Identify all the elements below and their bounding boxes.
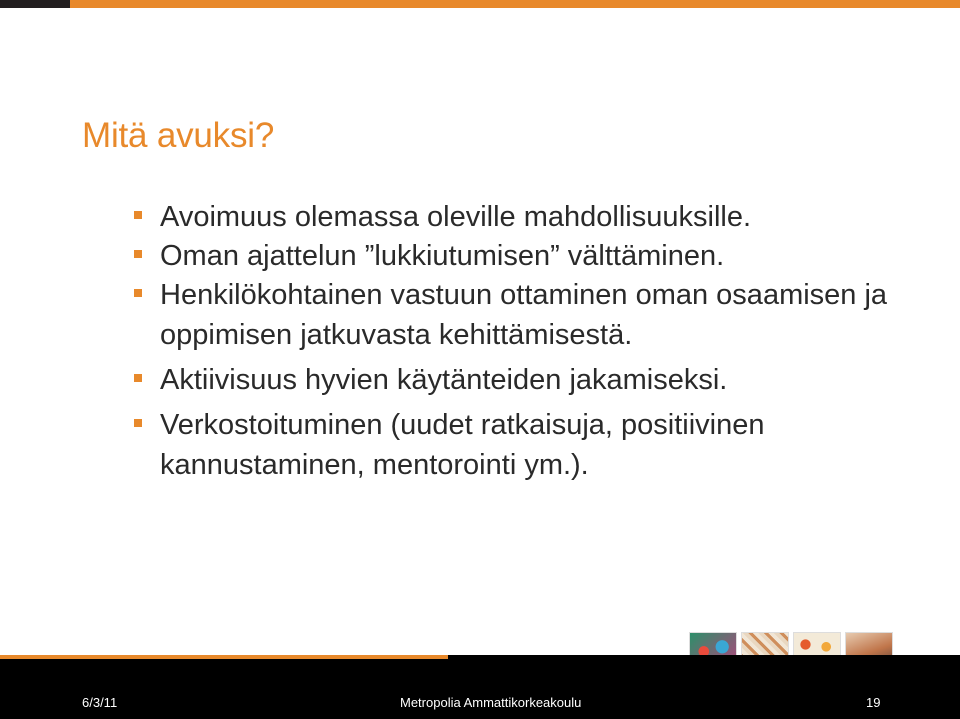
bullet-text: Verkostoituminen (uudet ratkaisuja, positiivinen kannustaminen, mentorointi ym.). bbox=[160, 409, 765, 481]
bullet-text: Avoimuus olemassa oleville mahdollisuuksille. bbox=[160, 201, 752, 233]
bullet-marker-icon bbox=[134, 289, 142, 297]
bullet-marker-icon bbox=[134, 374, 142, 382]
slide-title: Mitä avuksi? bbox=[82, 116, 275, 155]
bullet-text: Aktiivisuus hyvien käytänteiden jakamiseksi. bbox=[160, 364, 728, 396]
top-bar-dark-segment bbox=[0, 0, 70, 8]
footer-date: 6/3/11 bbox=[82, 695, 118, 710]
bullet-marker-icon bbox=[134, 250, 142, 258]
bullet-item bbox=[134, 405, 934, 485]
footer-accent-line bbox=[0, 655, 448, 659]
bullet-text: Henkilökohtainen vastuun ottaminen oman osaamisen ja oppimisen jatkuvasta kehittämisestä. bbox=[160, 279, 888, 351]
bullet-marker-icon bbox=[134, 419, 142, 427]
footer-organization: Metropolia Ammattikorkeakoulu bbox=[400, 695, 582, 710]
top-bar-accent bbox=[70, 0, 960, 8]
bullet-list bbox=[134, 197, 934, 490]
bullet-item bbox=[134, 275, 934, 355]
bullet-marker-icon bbox=[134, 211, 142, 219]
bullet-item bbox=[134, 197, 934, 237]
bullet-item bbox=[134, 360, 934, 400]
bullet-text: Oman ajattelun ”lukkiutumisen” välttäminen. bbox=[160, 240, 725, 272]
footer-page-number: 19 bbox=[866, 695, 881, 710]
bullet-item bbox=[134, 236, 934, 276]
